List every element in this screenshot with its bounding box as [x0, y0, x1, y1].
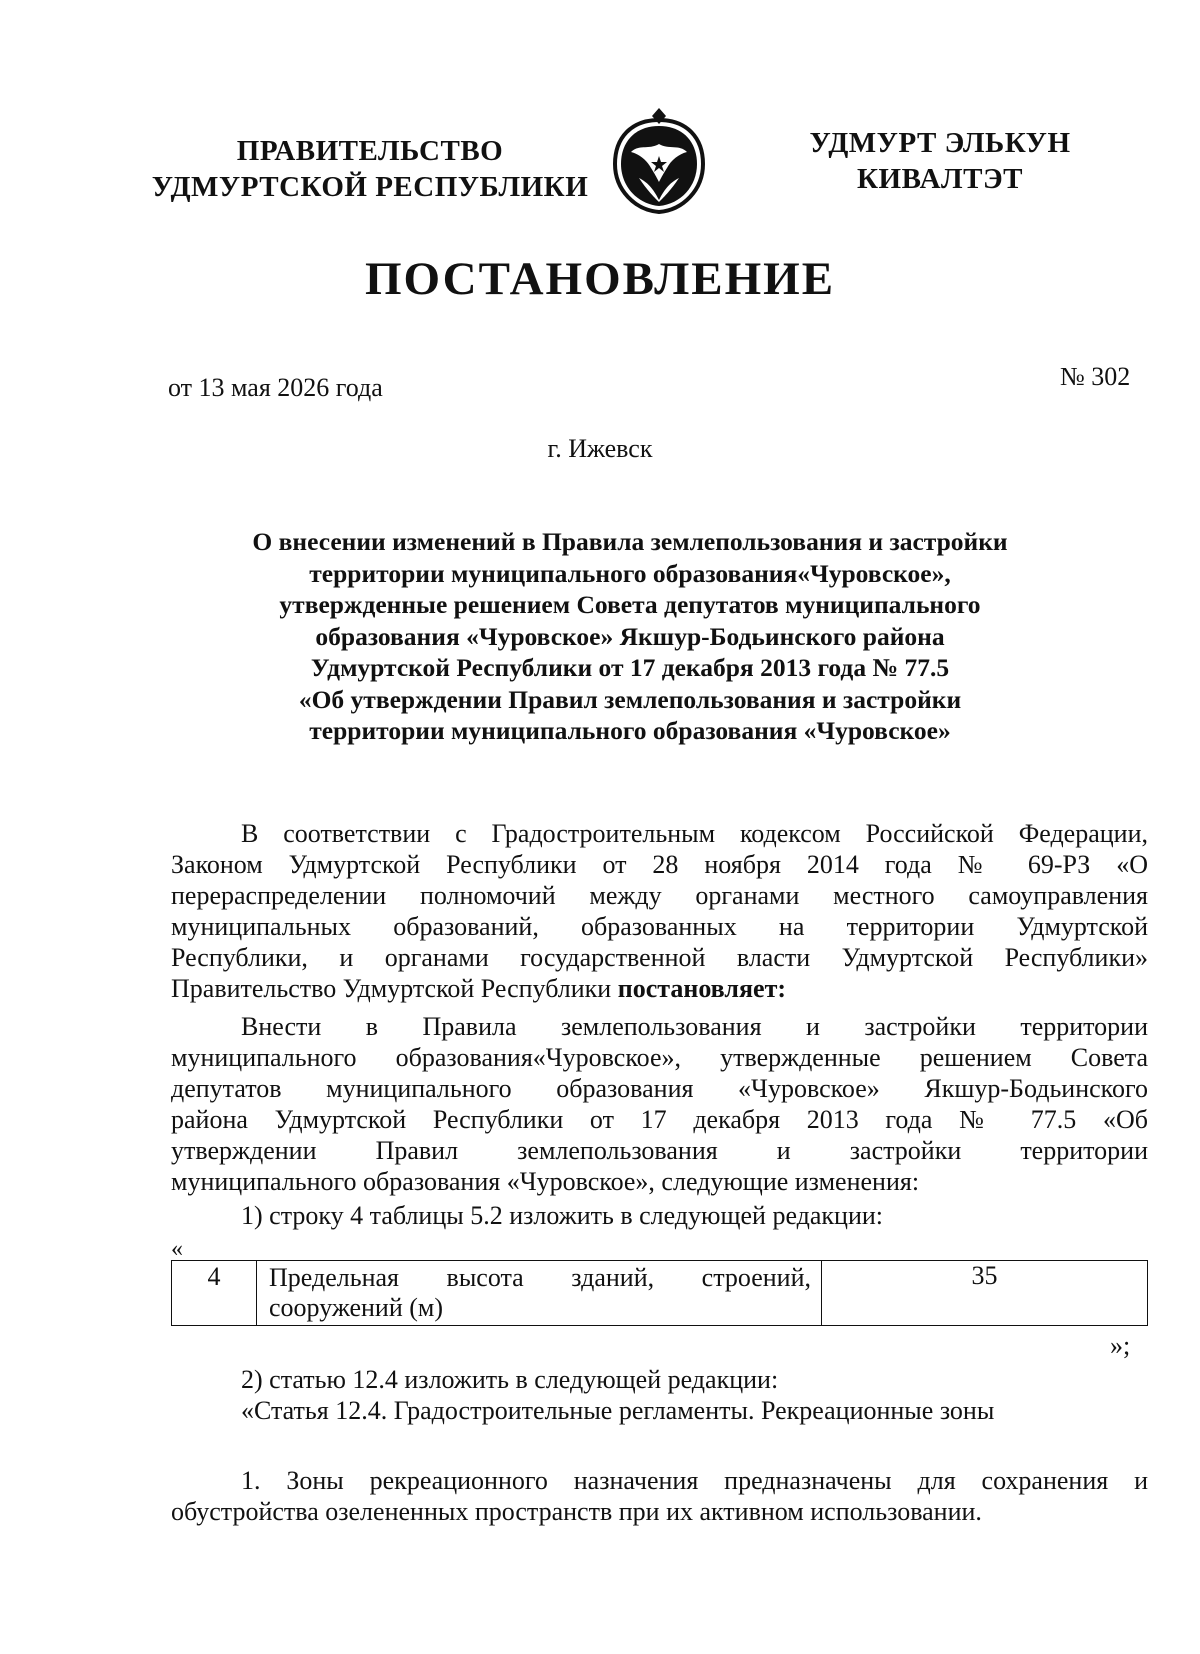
paragraph-3-line: обустройства озелененных пространств при их активном использовании. — [171, 1497, 982, 1526]
heading-line: утвержденные решением Совета депутатов муниципального — [279, 590, 981, 619]
paragraph-3-line: 1. Зоны рекреационного назначения предназначены для сохранения и — [241, 1466, 1148, 1495]
heading-line: Удмуртской Республики от 17 декабря 2013 года № 77.5 — [310, 653, 950, 682]
heading-line: образования «Чуровское» Якшур-Бодьинского района — [315, 621, 945, 651]
paragraph-2-line: района Удмуртской Республики от 17 декабря 2013 года № 77.5 «Об — [171, 1105, 1148, 1134]
open-quote: « — [171, 1236, 183, 1262]
document-city: г. Ижевск — [547, 434, 653, 463]
document-type-title: ПОСТАНОВЛЕНИЕ — [364, 253, 836, 305]
government-name-udm-line1: УДМУРТ ЭЛЬКУН — [809, 127, 1071, 159]
coat-of-arms-icon — [609, 104, 709, 216]
paragraph-2-line: депутатов муниципального образования «Чуровское» Якшур-Бодьинского — [171, 1074, 1148, 1103]
amendment-table — [171, 1260, 1148, 1326]
paragraph-1-last-line — [171, 973, 1148, 1004]
paragraph-1-text: Правительство Удмуртской Республики — [171, 974, 618, 1003]
paragraph-1-line: перераспределении полномочий между органами местного самоуправления — [171, 881, 1148, 910]
government-name-udm — [800, 125, 1080, 197]
document-number: № 302 — [1060, 362, 1131, 391]
article-heading: «Статья 12.4. Градостроительные регламенты. Рекреационные зоны — [241, 1396, 995, 1425]
amendment-item-1: 1) строку 4 таблицы 5.2 изложить в следующей редакции: — [241, 1201, 884, 1230]
table-description-line: сооружений (м) — [269, 1293, 444, 1322]
close-quote: »; — [1110, 1331, 1131, 1360]
paragraph-2-line: муниципального образования«Чуровское», утвержденные решением Совета — [171, 1043, 1148, 1072]
paragraph-1-line: муниципальных образований, образованных на территории Удмуртской — [171, 912, 1148, 941]
paragraph-1-line: Законом Удмуртской Республики от 28 ноября 2014 года № 69-РЗ «О — [171, 850, 1148, 879]
heading-line: О внесении изменений в Правила землепользования и застройки — [252, 527, 1008, 556]
heading-line: «Об утверждении Правил землепользования и застройки — [298, 684, 962, 714]
government-name-ru-line1: ПРАВИТЕЛЬСТВО — [236, 135, 504, 167]
paragraph-2-last-line: муниципального образования «Чуровское», следующие изменения: — [171, 1167, 920, 1196]
government-name-udm-line2: КИВАЛТЭТ — [856, 163, 1023, 195]
table-cell-number: 4 — [172, 1261, 257, 1325]
heading-line: территории муниципального образования«Чуровское», — [309, 558, 951, 588]
paragraph-1-line: Республики, и органами государственной власти Удмуртской Республики» — [171, 943, 1148, 972]
paragraph-2-line: Внести в Правила землепользования и застройки территории — [241, 1012, 1148, 1041]
paragraph-2-line: утверждении Правил землепользования и застройки территории — [171, 1136, 1148, 1165]
amendment-item-2: 2) статью 12.4 изложить в следующей редакции: — [241, 1365, 779, 1394]
heading-line: территории муниципального образования «Чуровское» — [309, 716, 951, 745]
table-cell-value: 35 — [971, 1261, 998, 1290]
table-cell-description — [257, 1261, 822, 1325]
paragraph-1-line: В соответствии с Градостроительным кодексом Российской Федерации, — [241, 819, 1148, 848]
document-date: от 13 мая 2026 года — [168, 373, 383, 402]
document-heading — [180, 526, 1080, 747]
decree-keyword: постановляет: — [617, 974, 786, 1003]
table-description-line: Предельная высота зданий, строений, — [269, 1263, 811, 1292]
government-name-ru — [150, 133, 590, 205]
government-name-ru-line2: УДМУРТСКОЙ РЕСПУБЛИКИ — [151, 171, 589, 203]
